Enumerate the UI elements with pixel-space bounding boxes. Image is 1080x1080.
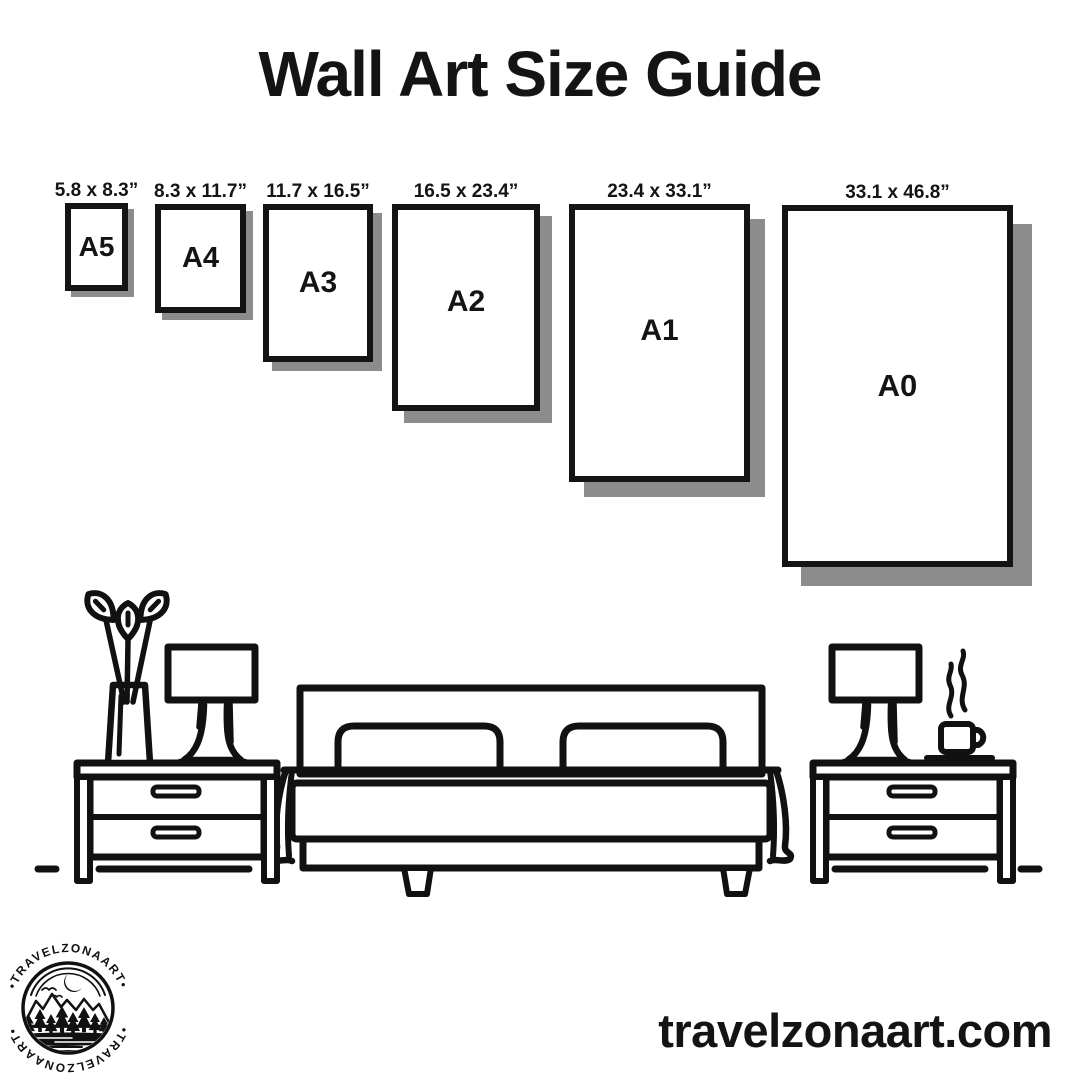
paper-a1-dimensions: 23.4 x 33.1” (607, 181, 712, 202)
paper-a4-label: A4 (181, 242, 220, 274)
paper-a2-dimensions: 16.5 x 23.4” (413, 181, 519, 202)
pillow-left-icon (338, 726, 500, 772)
logo-arc-bottom-text: •TRAVELZONAART• (4, 1025, 132, 1076)
nightstand-right-icon (813, 763, 1013, 881)
paper-a0-label: A0 (877, 368, 918, 403)
vase-flowers-icon (81, 587, 173, 763)
lamp-right-icon (832, 647, 919, 762)
paper-a5-label: A5 (78, 231, 115, 262)
logo-arc-top-text: •TRAVELZONAART• (4, 940, 132, 991)
paper-a0-dimensions: 33.1 x 46.8” (845, 182, 950, 203)
website-url: travelzonaart.com (658, 1004, 1052, 1057)
paper-a1-label: A1 (640, 314, 679, 347)
brand-logo (5, 941, 131, 1075)
lamp-left-icon (168, 647, 255, 762)
bed-icon (271, 688, 791, 894)
coffee-cup-icon (927, 651, 992, 758)
paper-a3-label: A3 (298, 266, 338, 299)
nightstand-left-icon (77, 763, 277, 881)
steam-icon (949, 664, 952, 716)
paper-a4-dimensions: 8.3 x 11.7” (154, 181, 247, 202)
paper-a5-dimensions: 5.8 x 8.3” (54, 180, 139, 201)
paper-a2-label: A2 (446, 284, 486, 318)
paper-a3-dimensions: 11.7 x 16.5” (266, 181, 370, 202)
page-title: Wall Art Size Guide (258, 38, 822, 110)
pillow-right-icon (563, 726, 723, 772)
